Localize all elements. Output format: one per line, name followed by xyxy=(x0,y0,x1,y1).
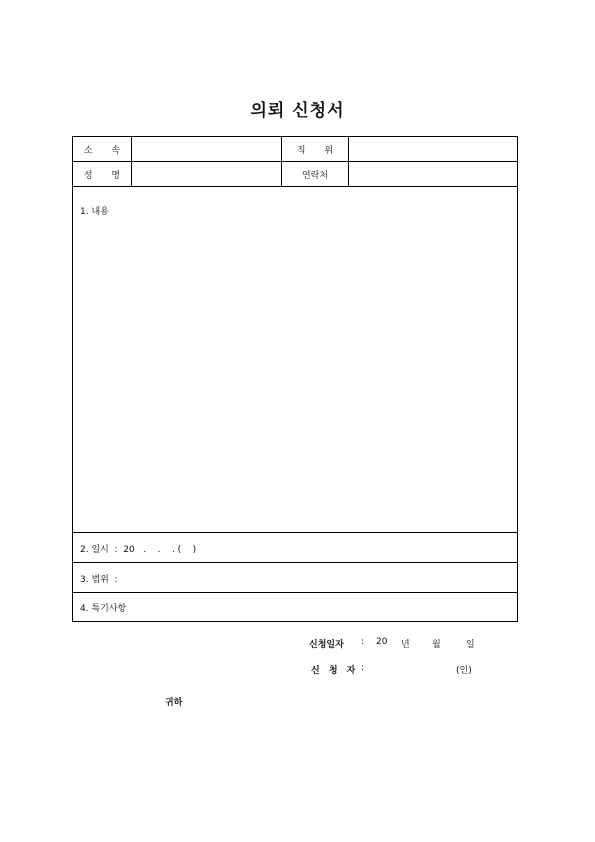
datetime-label: 2. 일시 : 20 . . . ( ) xyxy=(80,545,197,555)
apply-date-year[interactable]: 20 xyxy=(376,637,388,647)
content-section[interactable] xyxy=(73,187,517,533)
name-label: 성 명 xyxy=(83,170,129,181)
name-field[interactable] xyxy=(131,162,281,186)
position-label: 직 위 xyxy=(281,137,348,161)
notes-label: 4. 특기사항 xyxy=(80,604,127,614)
page-title: 의뢰 신청서 xyxy=(250,101,345,121)
year-unit: 년 xyxy=(401,640,410,650)
affiliation-label: 소 속 xyxy=(83,145,129,156)
header-row-affiliation xyxy=(73,137,517,162)
scope-label: 3. 범위 : xyxy=(80,575,118,585)
seal-mark: (인) xyxy=(456,666,472,676)
recipient-suffix: 귀하 xyxy=(165,698,183,708)
applicant-colon: : xyxy=(361,663,365,673)
position-field[interactable] xyxy=(348,137,517,161)
contact-field[interactable] xyxy=(348,162,517,186)
day-unit: 일 xyxy=(466,640,475,650)
notes-section[interactable] xyxy=(73,593,517,621)
scope-section[interactable] xyxy=(73,563,517,593)
application-form-table xyxy=(72,136,518,622)
datetime-section[interactable] xyxy=(73,533,517,563)
affiliation-field[interactable] xyxy=(131,137,281,161)
apply-date-label: 신청일자 xyxy=(309,640,344,650)
applicant-label: 신 청 자 xyxy=(311,666,359,676)
month-unit: 월 xyxy=(432,640,441,650)
apply-date-colon: : xyxy=(361,637,365,647)
content-label: 1. 내용 xyxy=(80,207,109,217)
contact-label: 연락처 xyxy=(281,162,348,186)
header-row-name xyxy=(73,162,517,187)
